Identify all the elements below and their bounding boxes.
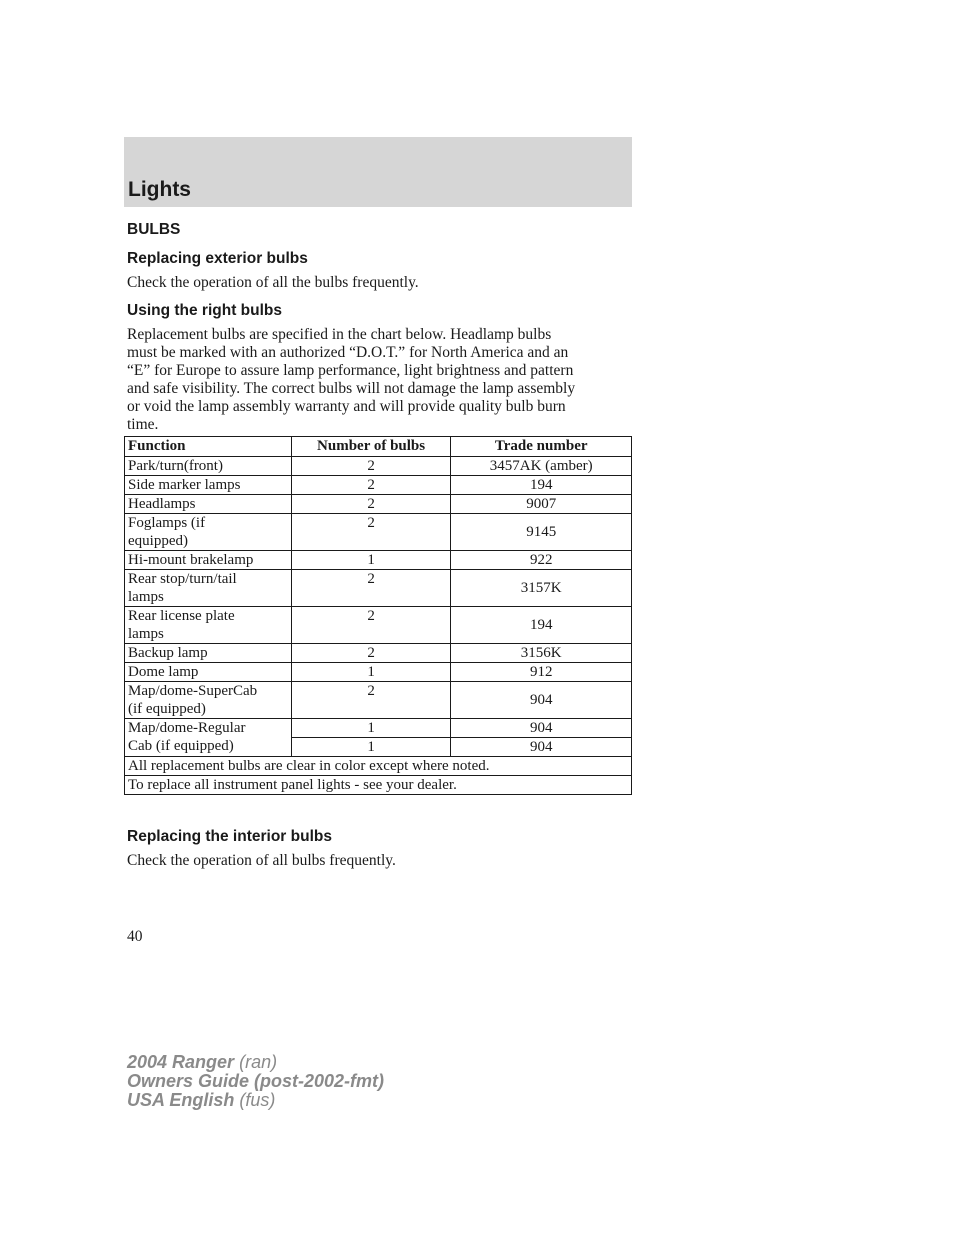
- cell-function: [125, 607, 292, 644]
- cell-number: 1: [291, 551, 451, 570]
- table-header-row: [125, 437, 632, 457]
- bulbs-section: [127, 221, 632, 444]
- cell-trade: 904: [451, 682, 632, 719]
- cell-function: [125, 495, 292, 514]
- section-header-band: [124, 137, 632, 207]
- footer-language: USA English: [127, 1090, 235, 1110]
- cell-trade: 904: [451, 719, 632, 738]
- table-row: [125, 682, 632, 719]
- cell-number: 2: [291, 607, 451, 644]
- cell-function-line: lamps: [128, 589, 164, 605]
- cell-function: [125, 514, 292, 551]
- cell-number: 2: [291, 457, 451, 476]
- cell-trade: 912: [451, 663, 632, 682]
- cell-number: 1: [291, 738, 451, 757]
- table-row: [125, 476, 632, 495]
- cell-function-line: Park/turn(front): [128, 458, 223, 474]
- cell-function: [125, 719, 292, 757]
- cell-number: 2: [291, 644, 451, 663]
- column-header-number: Number of bulbs: [291, 437, 451, 457]
- cell-number: 2: [291, 476, 451, 495]
- cell-function: [125, 570, 292, 607]
- interior-bulbs-heading: Replacing the interior bulbs: [127, 828, 332, 845]
- footer-model: 2004 Ranger: [127, 1052, 235, 1072]
- cell-function-line: Rear license plate: [128, 608, 235, 624]
- cell-trade: 9145: [451, 514, 632, 551]
- cell-trade: 3157K: [451, 570, 632, 607]
- table-row: [125, 495, 632, 514]
- exterior-bulbs-heading: Replacing exterior bulbs: [127, 250, 308, 267]
- cell-number: 2: [291, 570, 451, 607]
- table-row: [125, 644, 632, 663]
- cell-function-line: (if equipped): [128, 701, 206, 717]
- cell-number: 2: [291, 514, 451, 551]
- cell-function-line: Map/dome-Regular: [128, 720, 246, 736]
- table-row: [125, 551, 632, 570]
- table-row: [125, 719, 632, 738]
- cell-function: [125, 476, 292, 495]
- cell-function-line: lamps: [128, 626, 164, 642]
- interior-section: [127, 828, 632, 880]
- bulb-table: [124, 436, 632, 795]
- cell-trade: 3156K: [451, 644, 632, 663]
- column-header-trade: Trade number: [451, 437, 632, 457]
- cell-function-line: Hi-mount brakelamp: [128, 552, 254, 568]
- table-row: [125, 514, 632, 551]
- footer-language-code: (fus): [239, 1090, 276, 1110]
- table-note: All replacement bulbs are clear in color except where noted.: [125, 757, 632, 776]
- table-note: To replace all instrument panel lights - see your dealer.: [125, 776, 632, 795]
- table-note-row: [125, 776, 632, 795]
- table-row: [125, 457, 632, 476]
- cell-number: 1: [291, 719, 451, 738]
- cell-function-line: Map/dome-SuperCab: [128, 683, 258, 699]
- right-bulbs-heading: Using the right bulbs: [127, 302, 282, 319]
- cell-function: [125, 457, 292, 476]
- cell-number: 1: [291, 663, 451, 682]
- cell-function-line: Rear stop/turn/tail: [128, 571, 237, 587]
- cell-number: 2: [291, 682, 451, 719]
- document-footer: [127, 1053, 384, 1110]
- text-line: must be marked with an authorized “D.O.T.” for North America and an: [127, 344, 569, 361]
- cell-function: [125, 682, 292, 719]
- text-line: and safe visibility. The correct bulbs will not damage the lamp assembly: [127, 380, 576, 397]
- page-number: 40: [127, 928, 143, 945]
- cell-trade: 3457AK (amber): [451, 457, 632, 476]
- text-line: “E” for Europe to assure lamp performance, light brightness and pattern: [127, 362, 574, 379]
- cell-function: [125, 551, 292, 570]
- cell-function-line: Foglamps (if: [128, 515, 206, 531]
- cell-function-line: Backup lamp: [128, 645, 208, 661]
- text-line: or void the lamp assembly warranty and will provide quality bulb burn: [127, 398, 566, 415]
- interior-bulbs-text: Check the operation of all bulbs frequently.: [127, 852, 396, 869]
- footer-model-code: (ran): [239, 1052, 278, 1072]
- table-row: [125, 607, 632, 644]
- cell-function: [125, 644, 292, 663]
- section-title: Lights: [128, 178, 191, 201]
- text-line: time.: [127, 416, 159, 433]
- cell-function: [125, 663, 292, 682]
- text-line: Replacement bulbs are specified in the chart below. Headlamp bulbs: [127, 326, 552, 343]
- cell-trade: 922: [451, 551, 632, 570]
- cell-trade: 194: [451, 607, 632, 644]
- exterior-bulbs-text: Check the operation of all the bulbs frequently.: [127, 274, 419, 291]
- table-row: [125, 663, 632, 682]
- table-row: [125, 570, 632, 607]
- cell-number: 2: [291, 495, 451, 514]
- column-header-function: Function: [125, 437, 292, 457]
- cell-trade: 9007: [451, 495, 632, 514]
- bulbs-heading: BULBS: [127, 221, 181, 238]
- cell-function-line: Dome lamp: [128, 664, 199, 680]
- table-note-row: [125, 757, 632, 776]
- right-bulbs-text: [127, 326, 632, 434]
- cell-function-line: Cab (if equipped): [128, 738, 234, 754]
- cell-function-line: Headlamps: [128, 496, 196, 512]
- footer-guide: Owners Guide (post-2002-fmt): [127, 1071, 385, 1091]
- cell-trade: 904: [451, 738, 632, 757]
- cell-function-line: equipped): [128, 533, 188, 549]
- cell-function-line: Side marker lamps: [128, 477, 241, 493]
- cell-trade: 194: [451, 476, 632, 495]
